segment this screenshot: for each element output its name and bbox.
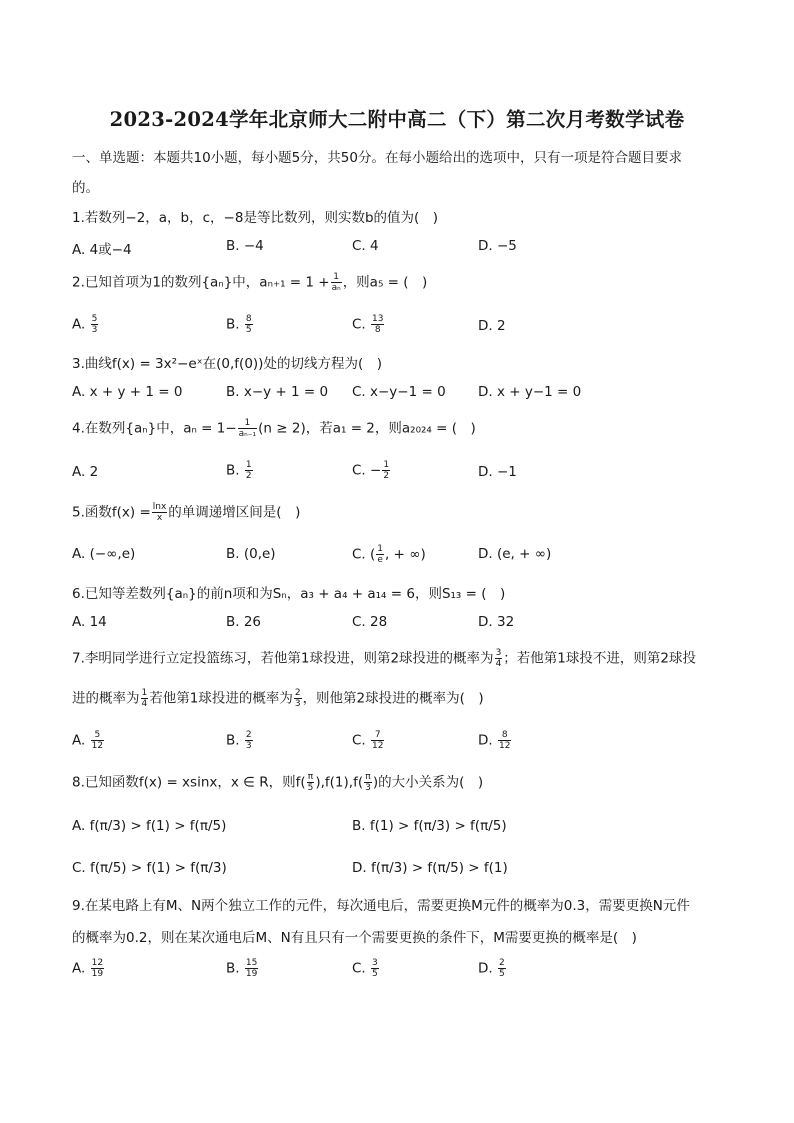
option-label: B. — [226, 462, 240, 479]
option-d: D. (e, + ∞) — [478, 546, 552, 562]
option-c — [352, 314, 385, 335]
option-d: D. 2 — [478, 318, 506, 334]
fraction-num: 12 — [91, 958, 104, 968]
option-a: A. 2 — [72, 464, 99, 480]
option-d — [478, 730, 512, 751]
fraction-num: 8 — [245, 314, 252, 324]
fraction-den: 19 — [91, 969, 104, 979]
fraction-num: lnx — [152, 502, 167, 512]
fraction-num: π — [307, 772, 314, 782]
fraction-den: 4 — [495, 659, 502, 669]
fraction — [376, 544, 384, 565]
fraction — [498, 958, 506, 979]
fraction — [371, 958, 379, 979]
q2-suffix: ，则a₅ = ( ) — [342, 274, 428, 291]
option-b: B. x−y + 1 = 0 — [226, 384, 329, 400]
option-suffix: , + ∞) — [385, 546, 426, 563]
fraction — [364, 772, 372, 793]
q5-prefix: 5.函数f(x) = — [72, 504, 151, 521]
option-a: A. (−∞,e) — [72, 546, 136, 562]
fraction — [91, 314, 99, 335]
question-1-options — [72, 238, 732, 260]
option-b: B. f(1) > f(π/3) > f(π/5) — [352, 818, 507, 834]
option-d: D. f(π/3) > f(π/5) > f(1) — [352, 860, 508, 876]
fraction-num: 8 — [498, 730, 511, 741]
fraction-num: 2 — [294, 688, 301, 698]
fraction-den: 3 — [294, 699, 301, 709]
option-d — [478, 958, 507, 979]
q8-prefix: 8.已知函数f(x) = xsinx，x ∈ R，则f( — [72, 774, 306, 791]
option-label: C. — [352, 316, 366, 333]
question-8-options-row-2 — [72, 860, 732, 882]
option-label: D. — [478, 960, 493, 977]
fraction — [498, 730, 511, 751]
q8-mid: ),f(1),f( — [315, 774, 364, 791]
fraction-den: 12 — [498, 741, 511, 751]
question-2-stem — [72, 272, 732, 293]
fraction-num: 7 — [371, 730, 384, 741]
option-label: A. — [72, 960, 86, 977]
fraction-num: 1 — [383, 460, 390, 470]
question-7-line-1 — [72, 648, 732, 669]
question-9-line-1: 9.在某电路上有M、N两个独立工作的元件，每次通电后，需要更换M元件的概率为0.3，需要更换N元件 — [72, 898, 690, 914]
fraction — [294, 688, 302, 709]
q7-line2-prefix: 进的概率为 — [72, 690, 140, 707]
option-a: A. f(π/3) > f(1) > f(π/5) — [72, 818, 227, 834]
fraction-den: 3 — [91, 325, 98, 335]
fraction — [245, 958, 258, 979]
fraction — [371, 314, 384, 335]
fraction-den: x — [156, 513, 163, 523]
fraction-den: 12 — [372, 741, 384, 751]
fraction-den: 3 — [365, 783, 371, 793]
q7-line2-suffix: ，则他第2球投进的概率为( ) — [302, 690, 484, 707]
option-b: B. (0,e) — [226, 546, 276, 562]
fraction — [382, 460, 390, 481]
option-b — [226, 460, 254, 481]
question-7-line-2 — [72, 688, 732, 709]
exam-title: 2023-2024学年北京师大二附中高二（下）第二次月考数学试卷 — [109, 108, 685, 131]
q4-prefix: 4.在数列{aₙ}中，aₙ = 1− — [72, 420, 237, 437]
option-label: B. — [226, 960, 240, 977]
fraction-num: 1 — [141, 688, 148, 698]
q2-prefix: 2.已知首项为1的数列{aₙ}中，aₙ₊₁ = 1 + — [72, 274, 330, 291]
question-4-options — [72, 460, 732, 482]
q4-suffix: (n ≥ 2)，若a₁ = 2，则a₂₀₂₄ = ( ) — [258, 420, 476, 437]
question-8-stem — [72, 772, 732, 793]
fraction-num: 1 — [238, 418, 257, 429]
question-9-line-2: 的概率为0.2，则在某次通电后M、N有且只有一个需要更换的条件下，M需要更换的概率是( ) — [72, 930, 637, 946]
option-d: D. −5 — [478, 238, 517, 254]
fraction-den: 8 — [374, 325, 381, 335]
option-d: D. 32 — [478, 614, 515, 630]
question-7-options — [72, 730, 732, 752]
fraction-num: 5 — [91, 730, 104, 741]
fraction — [331, 272, 342, 293]
fraction-num: 13 — [372, 314, 384, 324]
fraction-den: 2 — [383, 471, 390, 481]
fraction-num: 2 — [498, 958, 505, 968]
section-heading-cont: 的。 — [72, 180, 99, 196]
fraction-den: aₙ — [331, 283, 341, 293]
question-1-stem: 1.若数列−2，a，b，c，−8是等比数列，则实数b的值为( ) — [72, 210, 439, 226]
fraction-num: 2 — [245, 730, 252, 740]
option-label: A. — [72, 316, 86, 333]
fraction — [245, 314, 253, 335]
fraction-den: aₙ₋₁ — [238, 429, 257, 439]
fraction — [91, 958, 104, 979]
option-label: C. — [352, 960, 366, 977]
q7-line2-mid: 若他第1球投进的概率为 — [149, 690, 293, 707]
q8-suffix: )的大小关系为( ) — [372, 774, 484, 791]
option-d: D. x + y−1 = 0 — [478, 384, 582, 400]
fraction-den: 5 — [372, 969, 378, 979]
fraction-num: 1 — [377, 544, 384, 554]
option-label: D. — [478, 732, 493, 749]
question-6-stem: 6.已知等差数列{aₙ}的前n项和为Sₙ，a₃ + a₄ + a₁₄ = 6，则S₁₃ = ( ) — [72, 586, 506, 602]
option-a — [72, 314, 99, 335]
option-c — [352, 544, 426, 565]
option-c — [352, 460, 391, 481]
fraction-num: 3 — [495, 648, 502, 658]
fraction-den: 5 — [307, 783, 314, 793]
option-c: C. f(π/5) > f(1) > f(π/3) — [72, 860, 227, 876]
q5-suffix: 的单调递增区间是( ) — [168, 504, 301, 521]
option-label: B. — [226, 732, 240, 749]
fraction-den: 4 — [141, 699, 148, 709]
fraction-den: 5 — [498, 969, 505, 979]
fraction — [307, 772, 315, 793]
fraction-den: 12 — [91, 741, 104, 751]
fraction — [152, 502, 168, 523]
option-label: C. ( — [352, 546, 376, 563]
option-b: B. −4 — [226, 238, 264, 254]
question-6-options — [72, 614, 732, 636]
fraction-num: 3 — [372, 958, 378, 968]
q7-line1-prefix: 7.李明同学进行立定投篮练习，若他第1球投进，则第2球投进的概率为 — [72, 650, 494, 667]
question-2-options — [72, 314, 732, 336]
fraction — [371, 730, 384, 751]
fraction — [91, 730, 104, 751]
fraction-den: 5 — [245, 325, 252, 335]
option-a: A. 4或−4 — [72, 242, 132, 258]
fraction-num: 5 — [91, 314, 98, 324]
option-a — [72, 958, 105, 979]
option-c — [352, 958, 380, 979]
fraction-den: 19 — [245, 969, 258, 979]
fraction — [495, 648, 503, 669]
question-3-stem: 3.曲线f(x) = 3x²−eˣ在(0,f(0))处的切线方程为( ) — [72, 356, 382, 372]
option-a: A. 14 — [72, 614, 107, 630]
fraction-num: 15 — [245, 958, 258, 968]
fraction-num: 1 — [331, 272, 342, 283]
option-c: C. 28 — [352, 614, 388, 630]
option-c — [352, 730, 385, 751]
option-a — [72, 730, 105, 751]
option-b — [226, 958, 259, 979]
fraction-den: e — [377, 555, 383, 565]
option-b: B. 26 — [226, 614, 262, 630]
fraction — [245, 730, 253, 751]
fraction — [141, 688, 149, 709]
question-5-options — [72, 544, 732, 566]
question-3-options — [72, 384, 732, 406]
q7-line1-suffix: ；若他第1球投不进，则第2球投 — [503, 650, 696, 667]
option-d: D. −1 — [478, 464, 517, 480]
option-label: C. — [352, 732, 366, 749]
option-label: B. — [226, 316, 240, 333]
option-label: C. − — [352, 462, 382, 479]
section-heading: 一、单选题：本题共10小题，每小题5分，共50分。在每小题给出的选项中，只有一项是符合题目要求 — [72, 150, 682, 166]
fraction-den: 2 — [245, 471, 252, 481]
option-a: A. x + y + 1 = 0 — [72, 384, 183, 400]
fraction-den: 3 — [245, 741, 252, 751]
option-c: C. 4 — [352, 238, 379, 254]
option-label: A. — [72, 732, 86, 749]
fraction-num: π — [365, 772, 371, 782]
option-b — [226, 314, 254, 335]
fraction — [238, 418, 257, 439]
question-9-options — [72, 958, 732, 980]
question-4-stem — [72, 418, 732, 439]
question-5-stem — [72, 502, 732, 523]
question-8-options-row-1 — [72, 818, 732, 840]
option-c: C. x−y−1 = 0 — [352, 384, 446, 400]
fraction-num: 1 — [245, 460, 252, 470]
option-b — [226, 730, 254, 751]
fraction — [245, 460, 253, 481]
